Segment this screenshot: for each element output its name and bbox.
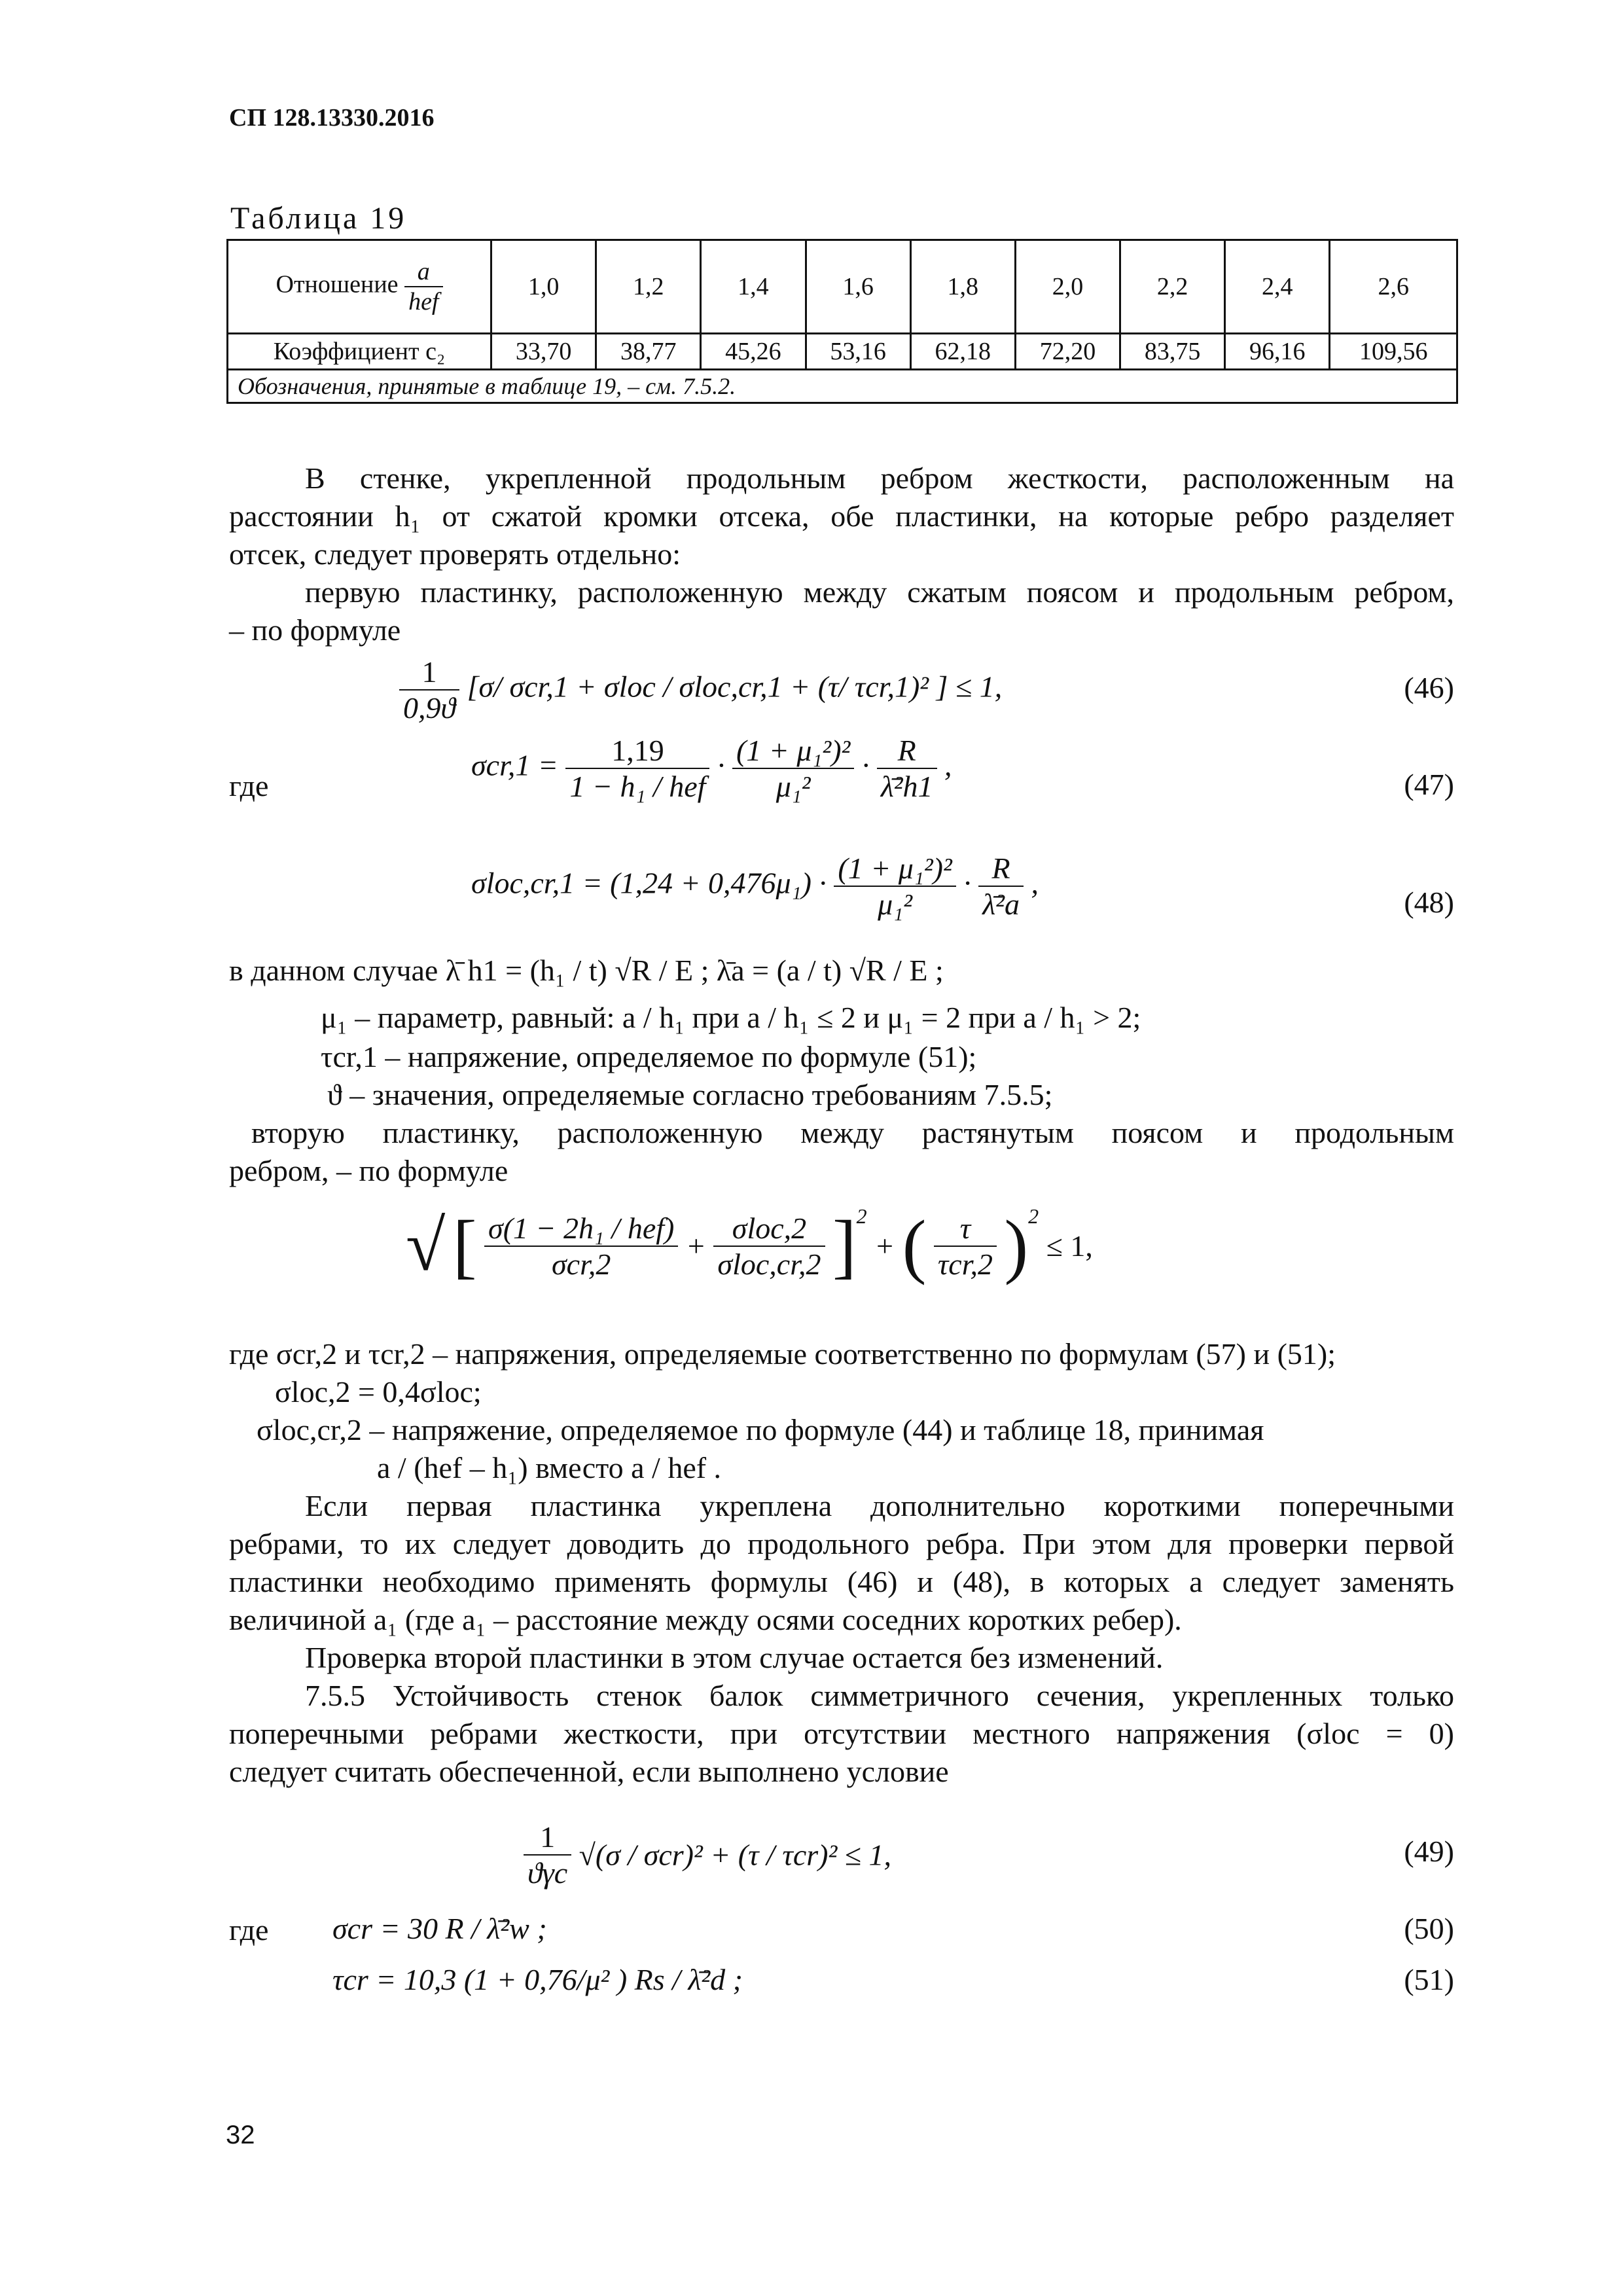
sqrt-icon: √ — [406, 1206, 446, 1285]
formula-47-frac-c — [877, 733, 937, 804]
table-row-note — [228, 370, 1457, 403]
document-code-header: СП 128.13330.2016 — [229, 104, 435, 132]
formula-48 — [471, 851, 1039, 922]
paragraph-line: ребрами, то их следует доводить до продольного ребра. При этом для проверки первой — [229, 1527, 1454, 1560]
section-7-5-5: 7.5.5 Устойчивость стенок балок симметричного сечения, укрепленных только — [305, 1679, 1454, 1712]
exponent-2: 2 — [856, 1204, 867, 1228]
coef-cell: 38,77 — [596, 334, 701, 370]
formula-49-body: √(σ / σcr)² + (τ / τcr)² ≤ 1, — [579, 1838, 892, 1872]
coef-cell: 83,75 — [1120, 334, 1225, 370]
formula-second-frac-a — [484, 1211, 678, 1282]
definition-theta: ϑ – значения, определяемые согласно требованиям 7.5.5; — [327, 1078, 1053, 1111]
bracket-open: [ — [452, 1206, 477, 1285]
paragraph-line: величиной a₁ (где a₁ – расстояние между осями соседних коротких ребер). — [229, 1603, 1182, 1636]
formula-47-lhs: σcr,1 = — [471, 748, 558, 782]
ratio-cell: 1,2 — [596, 240, 701, 334]
frac-den: 1 − h₁ / hef — [569, 770, 706, 803]
formula-47 — [471, 733, 952, 804]
definition-mu: μ₁ – параметр, равный: a / h₁ при a / h₁ ≤ 2 и μ₁ = 2 при a / h₁ > 2; — [321, 1001, 1141, 1034]
frac-den: σloc,cr,2 — [717, 1247, 821, 1281]
formula-46-prefactor-num: 1 — [399, 655, 459, 691]
paragraph-line: вторую пластинку, расположенную между растянутым поясом и продольным — [251, 1116, 1454, 1149]
formula-46-prefactor-den: 0,9ϑ — [403, 691, 456, 725]
frac-den: ϑγc — [527, 1856, 568, 1890]
ratio-cell: 2,4 — [1225, 240, 1330, 334]
ratio-cell: 1,4 — [701, 240, 806, 334]
definition-sigma-loc-cr2: σloc,cr,2 – напряжение, определяемое по формуле (44) и таблице 18, принимая — [257, 1413, 1264, 1446]
page-number: 32 — [226, 2121, 255, 2149]
equation-number-46: (46) — [1404, 671, 1454, 704]
paragraph-line: Проверка второй пластинки в этом случае остается без изменений. — [305, 1641, 1164, 1674]
paren-open: ( — [902, 1206, 927, 1285]
exponent-2: 2 — [1028, 1204, 1039, 1228]
formula-46-body: [σ/ σcr,1 + σloc / σloc,cr,1 + (τ/ τcr,1)² ] ≤ 1, — [467, 670, 1003, 704]
multiply-dot: · — [717, 748, 725, 782]
frac-den: λ̄²h1 — [880, 770, 933, 803]
ratio-cell: 1,6 — [806, 240, 910, 334]
paragraph-line: отсек, следует проверять отдельно: — [229, 537, 681, 571]
paragraph-line: расстоянии h₁ от сжатой кромки отсека, обе пластинки, на которые ребро разделяет — [229, 499, 1454, 533]
plus-sign: + — [685, 1229, 706, 1263]
equation-number-50: (50) — [1404, 1912, 1454, 1945]
ratio-cell: 2,0 — [1015, 240, 1120, 334]
frac-den: τcr,2 — [937, 1247, 993, 1281]
frac-num: σ(1 − 2h₁ / hef) — [484, 1211, 678, 1247]
paren-close: ) — [1004, 1206, 1029, 1285]
frac-num: (1 + μ₁²)² — [732, 733, 854, 769]
definition-sigma-cr2: где σcr,2 и τcr,2 – напряжения, определяемые соответственно по формулам (57) и (51); — [229, 1337, 1336, 1371]
paragraph-line: В стенке, укрепленной продольным ребром жесткости, расположенным на — [305, 461, 1454, 495]
table-19 — [226, 239, 1458, 404]
coef-cell: 72,20 — [1015, 334, 1120, 370]
paragraph-line: поперечными ребрами жесткости, при отсутствии местного напряжения (σloc = 0) — [229, 1717, 1454, 1750]
formula-48-lhs: σloc,cr,1 = (1,24 + 0,476μ₁) · — [471, 866, 827, 900]
formula-47-frac-a — [565, 733, 709, 804]
where-label: где — [229, 769, 269, 802]
ratio-fraction-den: hef — [408, 288, 439, 315]
paragraph-line: Если первая пластинка укреплена дополнительно короткими поперечными — [305, 1489, 1454, 1522]
table-row-coef — [228, 334, 1457, 370]
frac-den: μ₁² — [776, 770, 811, 803]
formula-49-prefactor — [524, 1820, 571, 1890]
coef-cell: 45,26 — [701, 334, 806, 370]
equation-number-49: (49) — [1404, 1835, 1454, 1868]
coef-label: Коэффициент c₂ — [228, 334, 491, 370]
frac-num: τ — [934, 1211, 997, 1247]
coef-cell: 96,16 — [1225, 334, 1330, 370]
paragraph-line: в данном случае λ̄ h1 = (h₁ / t) √R / E ; λ̄a = (a / t) √R / E ; — [229, 954, 944, 987]
ratio-fraction-num: a — [404, 257, 442, 287]
frac-num: 1 — [524, 1820, 571, 1856]
coef-cell: 109,56 — [1330, 334, 1457, 370]
bracket-close: ] — [832, 1206, 857, 1285]
formula-46 — [399, 655, 1002, 725]
ratio-label-cell — [228, 240, 491, 334]
paragraph-line: ребром, – по формуле — [229, 1154, 508, 1187]
formula-46-prefactor — [399, 655, 459, 725]
formula-47-frac-b — [732, 733, 854, 804]
ratio-cell: 1,0 — [491, 240, 596, 334]
frac-den: μ₁² — [878, 888, 913, 921]
formula-50: σcr = 30 R / λ̄²w ; — [332, 1912, 547, 1945]
multiply-dot: · — [861, 748, 870, 782]
formula-second-tail: ≤ 1, — [1046, 1229, 1093, 1263]
ratio-cell: 1,8 — [910, 240, 1015, 334]
frac-den: σcr,2 — [551, 1247, 611, 1281]
frac-num: σloc,2 — [713, 1211, 825, 1247]
definition-sigma-loc-cr2-cont: a / (hef – h₁) вместо a / hef . — [377, 1451, 722, 1484]
comma: , — [944, 748, 952, 782]
formula-second-plate — [406, 1204, 1093, 1287]
frac-num: 1,19 — [565, 733, 709, 769]
formula-48-frac-b — [834, 851, 955, 922]
table-row-ratio — [228, 240, 1457, 334]
ratio-label: Отношение — [276, 270, 399, 298]
formula-48-frac-c — [978, 851, 1024, 922]
ratio-cell: 2,6 — [1330, 240, 1457, 334]
paragraph-line: первую пластинку, расположенную между сжатым поясом и продольным ребром, — [305, 575, 1454, 609]
frac-num: R — [877, 733, 937, 769]
formula-51: τcr = 10,3 (1 + 0,76/μ² ) Rs / λ̄²d ; — [332, 1963, 743, 1996]
frac-num: (1 + μ₁²)² — [834, 851, 955, 887]
where-label: где — [229, 1913, 269, 1946]
frac-num: R — [978, 851, 1024, 887]
paragraph-line: – по формуле — [229, 613, 401, 647]
plus-sign: + — [874, 1229, 895, 1263]
formula-second-frac-b — [713, 1211, 825, 1282]
comma: , — [1031, 866, 1039, 900]
coef-cell: 33,70 — [491, 334, 596, 370]
coef-cell: 62,18 — [910, 334, 1015, 370]
table-note: Обозначения, принятые в таблице 19, – см. 7.5.2. — [228, 370, 1457, 403]
equation-number-48: (48) — [1404, 886, 1454, 919]
frac-den: λ̄²a — [982, 888, 1020, 921]
equation-number-51: (51) — [1404, 1963, 1454, 1996]
coef-cell: 53,16 — [806, 334, 910, 370]
table-title: Таблица 19 — [230, 201, 407, 236]
formula-second-frac-c — [934, 1211, 997, 1282]
paragraph-line: пластинки необходимо применять формулы (46) и (48), в которых a следует заменять — [229, 1565, 1454, 1598]
definition-sigma-loc2: σloc,2 = 0,4σloc; — [275, 1375, 482, 1408]
paragraph-line: следует считать обеспеченной, если выполнено условие — [229, 1755, 949, 1788]
formula-49 — [524, 1820, 891, 1890]
ratio-cell: 2,2 — [1120, 240, 1225, 334]
equation-number-47: (47) — [1404, 768, 1454, 801]
ratio-fraction — [404, 257, 442, 316]
definition-tau-cr1: τcr,1 – напряжение, определяемое по формуле (51); — [321, 1040, 977, 1073]
multiply-dot: · — [963, 866, 971, 900]
